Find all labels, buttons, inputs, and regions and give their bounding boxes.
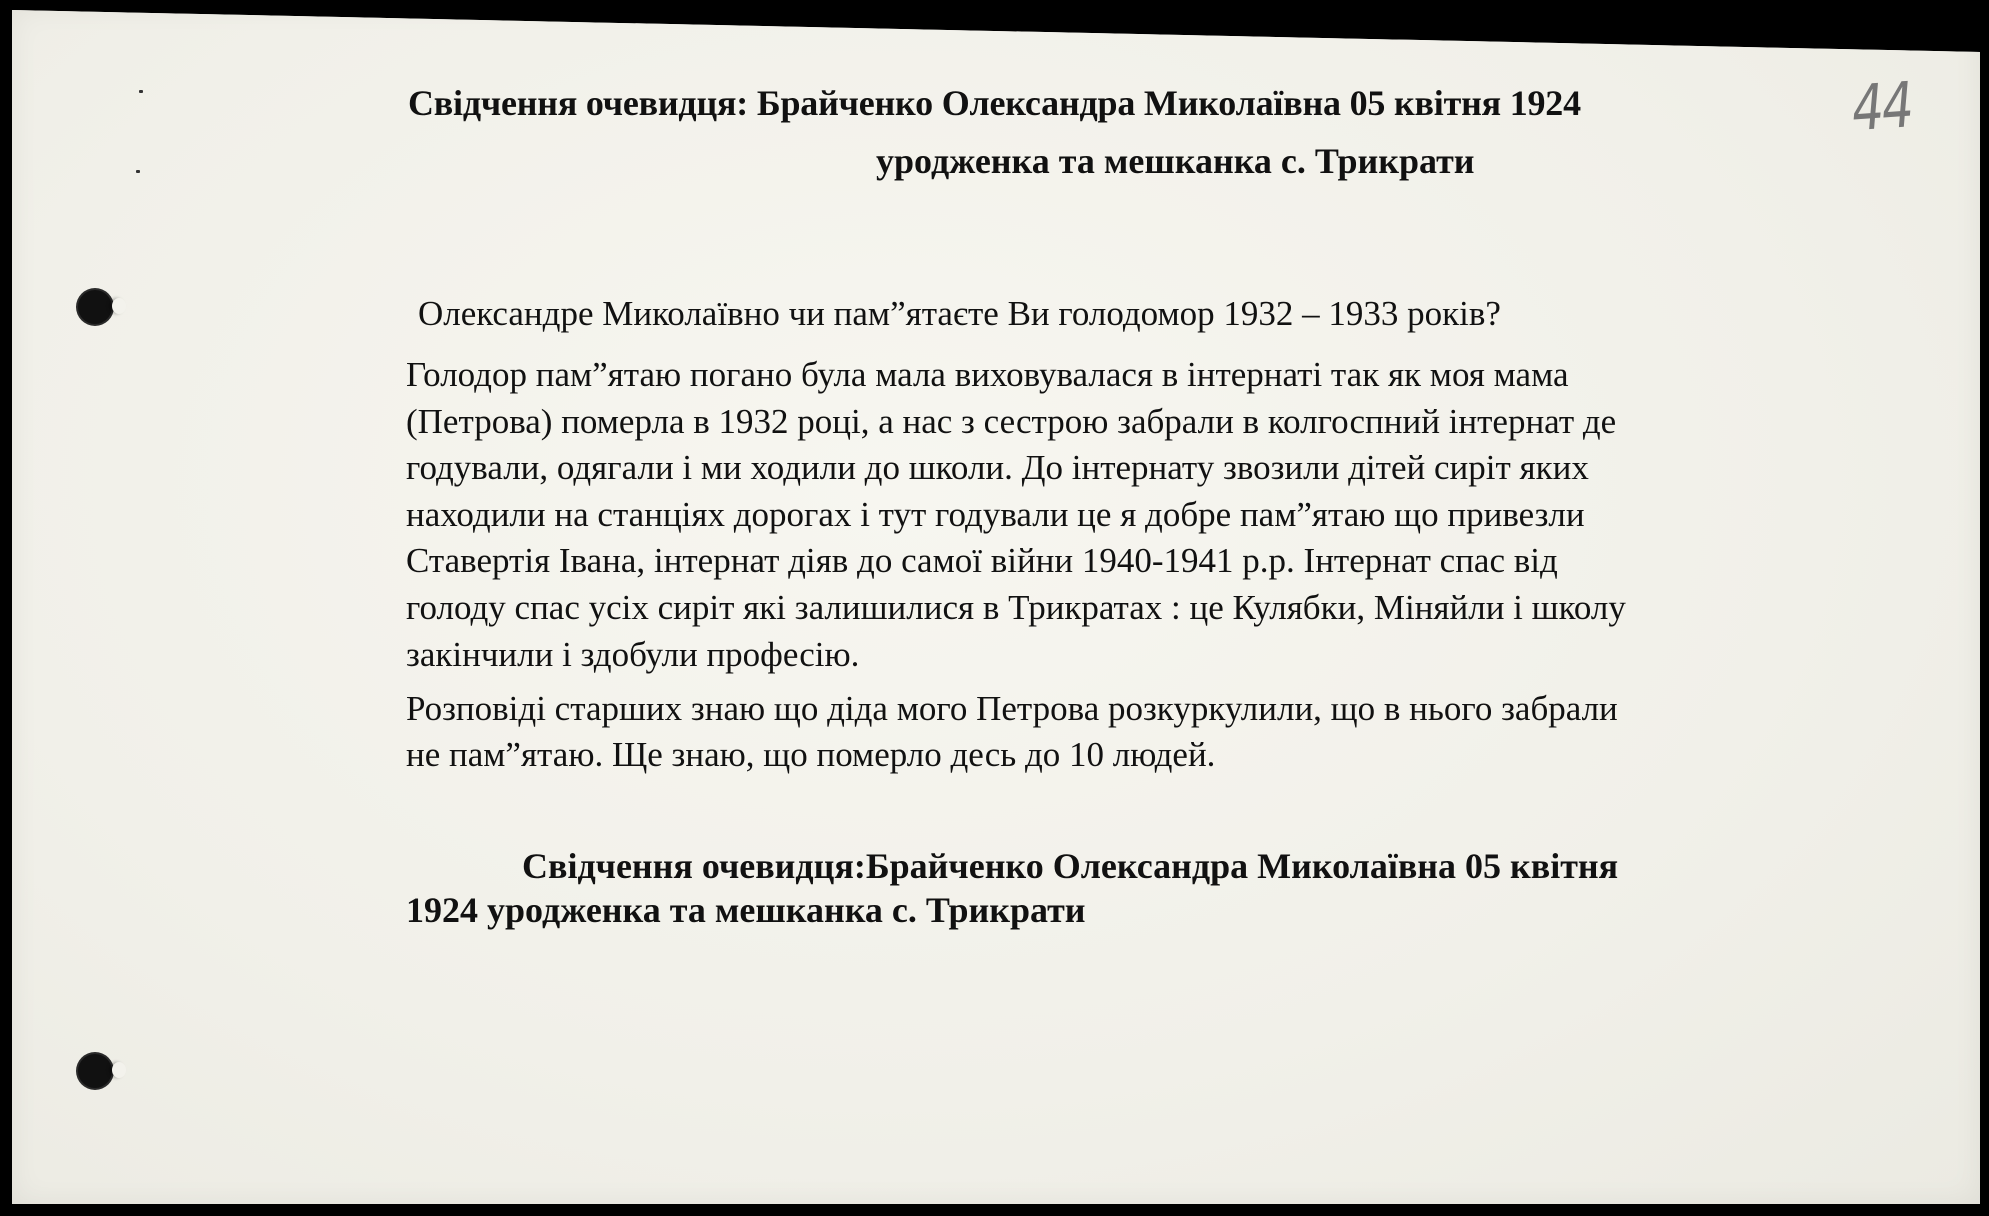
- answer-line: Ставертія Івана, інтернат діяв до самої війни 1940-1941 р.р. Інтернат спас від: [406, 541, 1558, 581]
- punch-hole-bottom: [78, 1054, 112, 1088]
- interview-story: [406, 686, 1806, 778]
- answer-line: находили на станціях дорогах і тут годували це я добре пам”ятаю що привезли: [406, 494, 1585, 534]
- answer-line: голоду спас усіх сиріт які залишилися в Трикратах : це Кулябки, Міняйли і школу: [406, 587, 1626, 627]
- punch-hole-top: [78, 290, 112, 324]
- handwritten-page-number: 44: [1849, 68, 1915, 146]
- interview-answer: [406, 352, 1806, 678]
- story-line: не пам”ятаю. Ще знаю, що померло десь до 10 людей.: [406, 735, 1216, 774]
- paper-speck: [136, 170, 140, 173]
- answer-line: (Петрова) померла в 1932 році, а нас з сестрою забрали в колгоспний інтернат де: [406, 401, 1617, 441]
- answer-line: закінчили і здобули професію.: [406, 634, 860, 674]
- interview-question: Олександре Миколаївно чи пам”ятаєте Ви голодомор 1932 – 1933 років?: [418, 294, 1501, 333]
- answer-line: Голодор пам”ятаю погано була мала виховувалася в інтернаті так як моя мама: [406, 355, 1569, 394]
- document-footer-signature: [406, 844, 1806, 932]
- footer-line: Свідчення очевидця:Брайченко Олександра Миколаївна 05 квітня: [522, 846, 1619, 886]
- document-title-line-2: уродженка та мешканка с. Трикрати: [876, 141, 1475, 181]
- footer-line: 1924 уродженка та мешканка с. Трикрати: [406, 890, 1086, 930]
- document-title-line-1: Свідчення очевидця: Брайченко Олександра Миколаївна 05 квітня 1924: [408, 83, 1581, 123]
- paper-speck: [139, 90, 143, 93]
- answer-line: годували, одягали і ми ходили до школи. До інтернату звозили дітей сиріт яких: [406, 448, 1589, 488]
- story-line: Розповіді старших знаю що діда мого Петрова розкуркулили, що в нього забрали: [406, 689, 1618, 728]
